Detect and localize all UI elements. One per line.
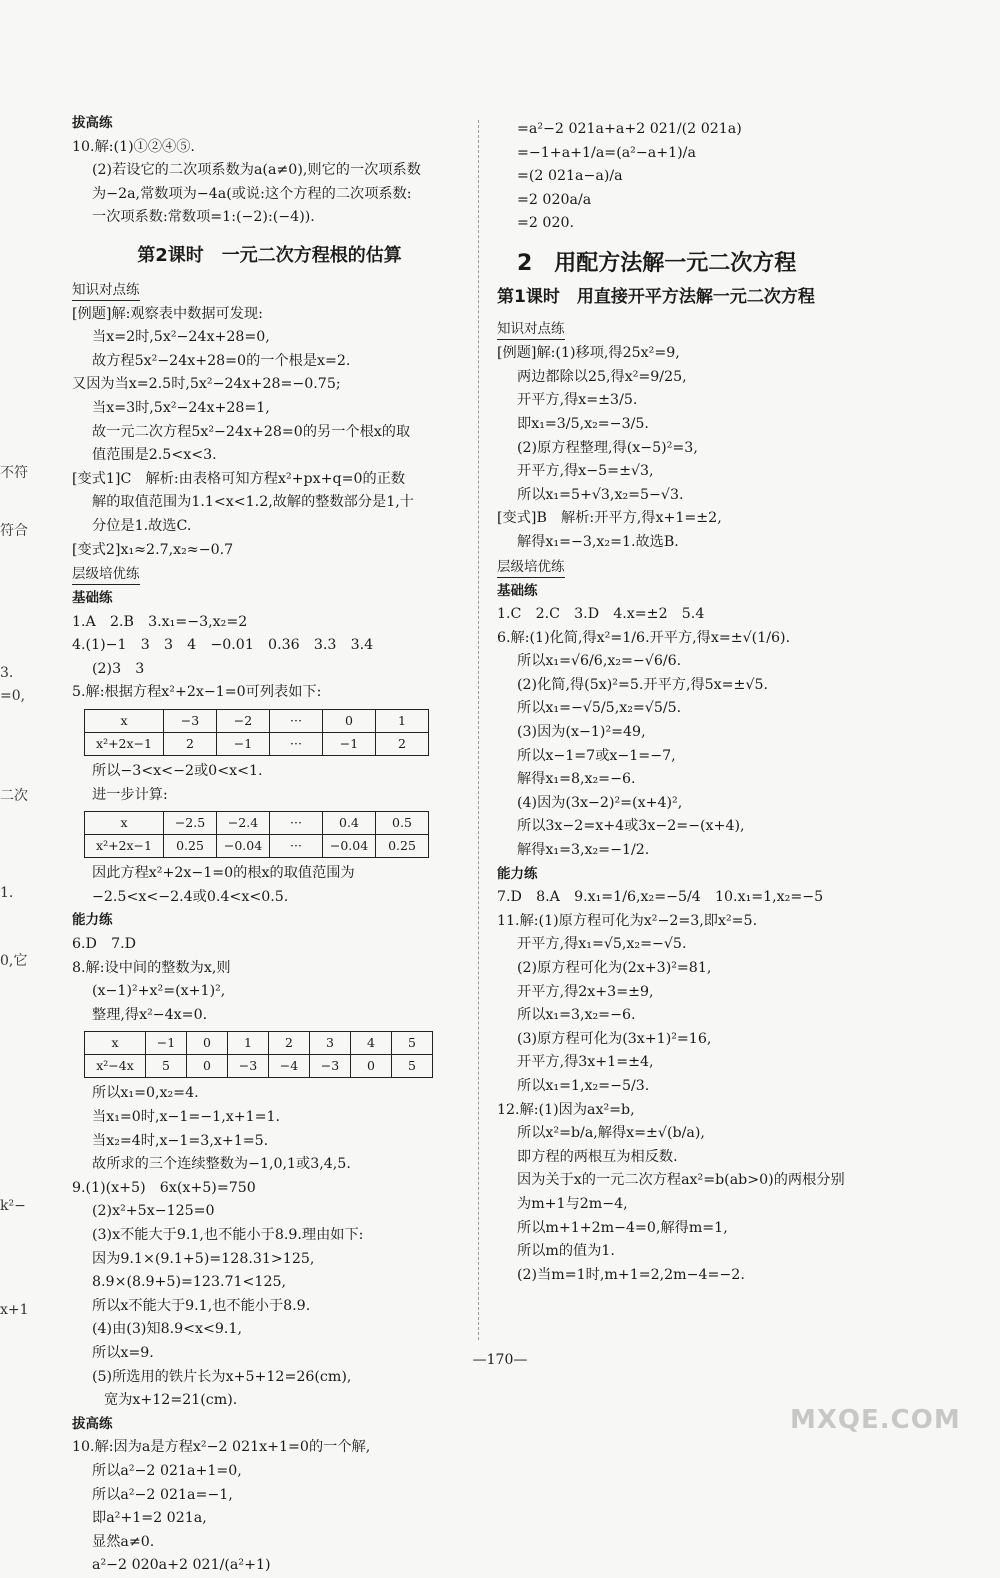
subsection-label: 层级培优练 (497, 557, 565, 578)
table-cell: x²+2x−1 (85, 733, 164, 756)
answer-line: 10.解:因为a是方程x²−2 021x+1=0的一个解, (72, 1439, 371, 1456)
bleed-text: 3. (0, 665, 14, 681)
answer-line: (2)当m=1时,m+1=2,2m−4=−2. (517, 1266, 745, 1283)
answer-line: 进一步计算: (92, 786, 168, 803)
table-cell: 1 (228, 1032, 269, 1055)
answer-line: 故一元二次方程5x²−24x+28=0的另一个根x的取 (92, 423, 411, 440)
answer-line: 所以a²−2 021a+1=0, (92, 1462, 242, 1479)
table-cell: 0.4 (323, 812, 376, 835)
answer-line: (2)x²+5x−125=0 (92, 1203, 215, 1220)
table-cell: x (85, 812, 164, 835)
answer-line: 所以x不能大于9.1,也不能小于8.9. (92, 1297, 311, 1314)
answer-line: (5)所选用的铁片长为x+5+12=26(cm), (92, 1368, 352, 1385)
answer-line: [变式2]x₁≈2.7,x₂≈−0.7 (72, 541, 234, 558)
table-cell: x²−4x (85, 1055, 146, 1078)
answer-line: [变式]B 解析:开平方,得x+1=±2, (497, 510, 722, 527)
section-label: 拔高练 (72, 1415, 113, 1432)
answer-line: 6.D 7.D (72, 936, 137, 953)
answer-line: (3)x不能大于9.1,也不能小于8.9.理由如下: (92, 1226, 364, 1243)
table-cell: 1 (376, 710, 429, 733)
bleed-text: 不符 (0, 465, 28, 481)
answer-line: (2)3 3 (92, 660, 145, 677)
answer-line: 即x₁=3/5,x₂=−3/5. (517, 415, 649, 432)
answer-line: 两边都除以25,得x²=9/25, (517, 368, 687, 385)
table-cell: −0.04 (323, 835, 376, 858)
subsection-label: 层级培优练 (72, 564, 140, 585)
answer-line: [变式1]C 解析:由表格可知方程x²+px+q=0的正数 (72, 470, 406, 487)
answer-line: 所以x−1=7或x−1=−7, (517, 747, 676, 764)
subsection-label: 知识对点练 (497, 319, 565, 340)
answer-line: 宽为x+12=21(cm). (104, 1392, 238, 1409)
answer-line: 开平方,得x−5=±√3, (517, 463, 654, 480)
answer-line: 解得x₁=3,x₂=−1/2. (517, 842, 650, 859)
answer-line: 因此方程x²+2x−1=0的根x的取值范围为 (92, 865, 355, 882)
table-cell: −2.4 (217, 812, 270, 835)
answer-line: 12.解:(1)因为ax²=b, (497, 1101, 635, 1118)
table-cell: ··· (270, 835, 323, 858)
answer-line: −2.5<x<−2.4或0.4<x<0.5. (92, 888, 289, 905)
answer-line: 所以3x−2=x+4或3x−2=−(x+4), (517, 818, 745, 835)
table-cell: 5 (392, 1032, 433, 1055)
table-cell: −3 (164, 710, 217, 733)
watermark: MXQE.COM (790, 1405, 961, 1435)
answer-line: 所以x₁=3,x₂=−6. (517, 1007, 636, 1024)
answer-line: =(2 021a−a)/a (517, 168, 623, 185)
answer-line: 即a²+1=2 021a, (92, 1510, 207, 1527)
answer-line: 1.C 2.C 3.D 4.x=±2 5.4 (497, 606, 705, 623)
table-cell: 0 (187, 1055, 228, 1078)
table-cell: −2 (217, 710, 270, 733)
table-cell: −3 (228, 1055, 269, 1078)
answer-line: =a²−2 021a+a+2 021/(2 021a) (517, 121, 742, 137)
answer-line: 开平方,得x₁=√5,x₂=−√5. (517, 936, 687, 953)
value-table (84, 709, 429, 756)
answer-line: 一次项系数:常数项=1:(−2):(−4)). (92, 209, 315, 226)
answer-line: 7.D 8.A 9.x₁=1/6,x₂=−5/4 10.x₁=1,x₂=−5 (497, 889, 824, 906)
bleed-text: 1. (0, 885, 14, 901)
table-cell: 0.25 (164, 835, 217, 858)
answer-line: 所以x₁=√6/6,x₂=−√6/6. (517, 653, 682, 670)
table-cell: x²+2x−1 (85, 835, 164, 858)
answer-line: [例题]解:(1)移项,得25x²=9, (497, 345, 680, 362)
answer-line: 当x=3时,5x²−24x+28=1, (92, 399, 270, 416)
answer-line: =2 020a/a (517, 191, 592, 208)
answer-line: 当x=2时,5x²−24x+28=0, (92, 329, 270, 346)
answer-line: (4)由(3)知8.9<x<9.1, (92, 1321, 242, 1338)
answer-line: =−1+a+1/a=(a²−a+1)/a (517, 144, 696, 161)
table-cell: −0.04 (217, 835, 270, 858)
answer-line: [例题]解:观察表中数据可发现: (72, 305, 263, 322)
table-cell: 4 (351, 1032, 392, 1055)
table-cell: x (85, 710, 164, 733)
answer-line: (2)化简,得(5x)²=5.开平方,得5x=±√5. (517, 676, 769, 693)
bleed-text: =0, (0, 688, 26, 704)
answer-line: 解的取值范围为1.1<x<1.2,故解的整数部分是1,十 (92, 494, 414, 511)
chapter-title: 2 用配方法解一元二次方程 (517, 250, 797, 276)
answer-line: 解得x₁=8,x₂=−6. (517, 771, 636, 788)
table-cell: −1 (217, 733, 270, 756)
answer-line: 当x₁=0时,x−1=−1,x+1=1. (92, 1109, 281, 1125)
answer-line: 因为关于x的一元二次方程ax²=b(ab>0)的两根分别 (517, 1172, 845, 1189)
answer-line: 所以m+1+2m−4=0,解得m=1, (517, 1219, 728, 1236)
table-cell: 0 (187, 1032, 228, 1055)
answer-line: 整理,得x²−4x=0. (92, 1006, 208, 1023)
table-cell: −1 (146, 1032, 187, 1055)
lesson-title: 第1课时 用直接开平方法解一元二次方程 (497, 286, 815, 307)
answer-line: 4.(1)−1 3 3 4 −0.01 0.36 3.3 3.4 (72, 637, 374, 654)
table-cell: ··· (270, 710, 323, 733)
answer-line: 5.解:根据方程x²+2x−1=0可列表如下: (72, 684, 322, 701)
answer-line: 所以x₁=5+√3,x₂=5−√3. (517, 486, 684, 503)
table-cell: 5 (146, 1055, 187, 1078)
bleed-text: 符合 (0, 523, 28, 539)
table-cell: 0 (323, 710, 376, 733)
right-column (497, 118, 927, 1287)
section-label: 拔高练 (72, 115, 113, 131)
subsection-label: 知识对点练 (72, 280, 140, 301)
answer-line: (3)原方程可化为(3x+1)²=16, (517, 1030, 712, 1047)
section-label: 基础练 (72, 590, 113, 607)
answer-line: 1.A 2.B 3.x₁=−3,x₂=2 (72, 613, 248, 630)
answer-line: 所以x₁=0,x₂=4. (92, 1085, 199, 1102)
table-cell: x (85, 1032, 146, 1055)
bleed-text: x+1 (0, 1302, 29, 1318)
answer-line: 即方程的两根互为相反数. (517, 1148, 678, 1165)
answer-line: 分位是1.故选C. (92, 517, 192, 534)
answer-line: 显然a≠0. (92, 1533, 155, 1550)
answer-line: 9.(1)(x+5) 6x(x+5)=750 (72, 1179, 256, 1196)
answer-line: 所以a²−2 021a=−1, (92, 1486, 233, 1503)
bleed-text: 0,它 (0, 953, 28, 969)
answer-line: =2 020. (517, 215, 575, 232)
answer-line: 开平方,得2x+3=±9, (517, 983, 654, 1000)
table-cell: 3 (310, 1032, 351, 1055)
answer-line: 所以m的值为1. (517, 1243, 615, 1260)
answer-line: a²−2 020a+2 021/(a²+1) (92, 1557, 271, 1574)
table-cell: 2 (269, 1032, 310, 1055)
answer-line: 又因为当x=2.5时,5x²−24x+28=−0.75; (72, 376, 341, 393)
table-cell: ··· (270, 812, 323, 835)
table-cell: −4 (269, 1055, 310, 1078)
table-cell: −1 (323, 733, 376, 756)
value-table (84, 1031, 433, 1078)
table-cell: −2.5 (164, 812, 217, 835)
answer-line: 6.解:(1)化简,得x²=1/6.开平方,得x=±√(1/6). (497, 629, 791, 646)
answer-line: 8.9×(8.9+5)=123.71<125, (92, 1274, 287, 1291)
answer-line: 值范围是2.5<x<3. (92, 447, 217, 464)
bleed-text: k²− (0, 1198, 26, 1214)
answer-line: 所以x²=b/a,解得x=±√(b/a), (517, 1125, 705, 1142)
answer-line: (2)原方程可化为(2x+3)²=81, (517, 960, 712, 976)
table-cell: 0.5 (376, 812, 429, 835)
answer-line: 当x₂=4时,x−1=3,x+1=5. (92, 1132, 269, 1149)
answer-line: 8.解:设中间的整数为x,则 (72, 959, 231, 976)
answer-line: 解得x₁=−3,x₂=1.故选B. (517, 533, 679, 550)
answer-line: 为m+1与2m−4, (517, 1195, 628, 1212)
section-label: 基础练 (497, 582, 538, 599)
value-table (84, 811, 429, 858)
answer-line: 所以x₁=−√5/5,x₂=√5/5. (517, 700, 682, 717)
table-cell: −3 (310, 1055, 351, 1078)
lesson-title: 第2课时 一元二次方程根的估算 (137, 244, 402, 266)
answer-line: 故所求的三个连续整数为−1,0,1或3,4,5. (92, 1156, 351, 1173)
bleed-text: 二次 (0, 788, 28, 804)
table-cell: 0.25 (376, 835, 429, 858)
answer-line: 开平方,得3x+1=±4, (517, 1054, 654, 1071)
answer-line: 10.解:(1)①②④⑤. (72, 138, 195, 155)
page-number: —170— (472, 1352, 528, 1368)
answer-line: (2)原方程整理,得(x−5)²=3, (517, 439, 698, 456)
answer-line: (3)因为(x−1)²=49, (517, 724, 646, 741)
column-divider (478, 120, 479, 1340)
answer-line: 所以x=9. (92, 1344, 154, 1361)
answer-line: (x−1)²+x²=(x+1)², (92, 983, 226, 1000)
table-cell: 2 (376, 733, 429, 756)
answer-line: 所以−3<x<−2或0<x<1. (92, 763, 263, 780)
answer-line: 11.解:(1)原方程可化为x²−2=3,即x²=5. (497, 912, 758, 929)
section-label: 能力练 (72, 912, 113, 929)
table-cell: 2 (164, 733, 217, 756)
answer-line: 开平方,得x=±3/5. (517, 392, 638, 409)
table-cell: 5 (392, 1055, 433, 1078)
answer-line: (4)因为(3x−2)²=(x+4)², (517, 794, 683, 811)
answer-line: (2)若设它的二次项系数为a(a≠0),则它的一次项系数 (92, 162, 421, 179)
table-cell: ··· (270, 733, 323, 756)
answer-line: 所以x₁=1,x₂=−5/3. (517, 1077, 650, 1094)
table-cell: 0 (351, 1055, 392, 1078)
section-label: 能力练 (497, 865, 538, 882)
answer-line: 为−2a,常数项为−4a(或说:这个方程的二次项系数: (92, 185, 412, 202)
answer-line: 故方程5x²−24x+28=0的一个根是x=2. (92, 352, 351, 369)
answer-line: 因为9.1×(9.1+5)=128.31>125, (92, 1250, 315, 1267)
